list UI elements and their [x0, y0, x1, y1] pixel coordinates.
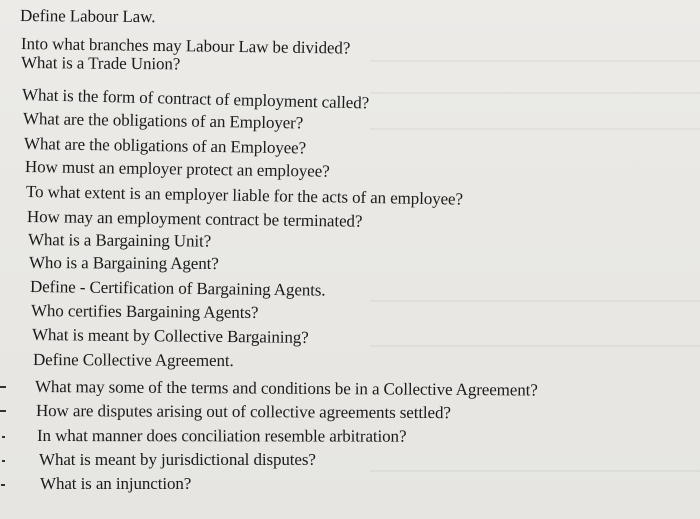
question-1: Define Labour Law. [19, 6, 156, 27]
question-11: Who is a Bargaining Agent? [28, 253, 219, 273]
question-17: How are disputes arising out of collective agreements settled? [35, 401, 451, 423]
question-19: What is meant by jurisdictional disputes? [39, 450, 316, 469]
bleed-through-line [370, 92, 700, 94]
bleed-through-line [370, 345, 700, 347]
question-18: In what manner does conciliation resemble arbitration? [36, 426, 407, 446]
question-20: What is an injunction? [40, 474, 192, 493]
question-4: What is the form of contract of employment called? [21, 85, 370, 113]
margin-mark [0, 410, 6, 412]
question-13: Who certifies Bargaining Agents? [30, 301, 259, 322]
question-6: What are the obligations of an Employee? [23, 134, 307, 158]
question-12: Define - Certification of Bargaining Agents. [29, 277, 326, 300]
margin-mark [2, 436, 5, 438]
bleed-through-line [370, 300, 700, 302]
margin-mark [2, 460, 5, 462]
question-3: What is a Trade Union? [20, 53, 181, 74]
question-15: Define Collective Agreement. [32, 350, 234, 371]
question-7: How must an employer protect an employee? [24, 157, 330, 181]
question-2: Into what branches may Labour Law be divided? [20, 34, 351, 58]
bleed-through-line [370, 128, 700, 130]
bleed-through-line [370, 60, 700, 62]
question-9: How may an employment contract be terminated? [26, 207, 363, 231]
margin-mark [0, 386, 6, 388]
question-14: What is meant by Collective Bargaining? [31, 325, 309, 347]
question-10: What is a Bargaining Unit? [27, 230, 212, 251]
question-16: What may some of the terms and conditions be in a Collective Agreement? [34, 377, 538, 400]
bleed-through-line [370, 470, 700, 472]
question-8: To what extent is an employer liable for the acts of an employee? [25, 182, 464, 209]
margin-mark [1, 484, 5, 486]
question-5: What are the obligations of an Employer? [22, 109, 304, 133]
